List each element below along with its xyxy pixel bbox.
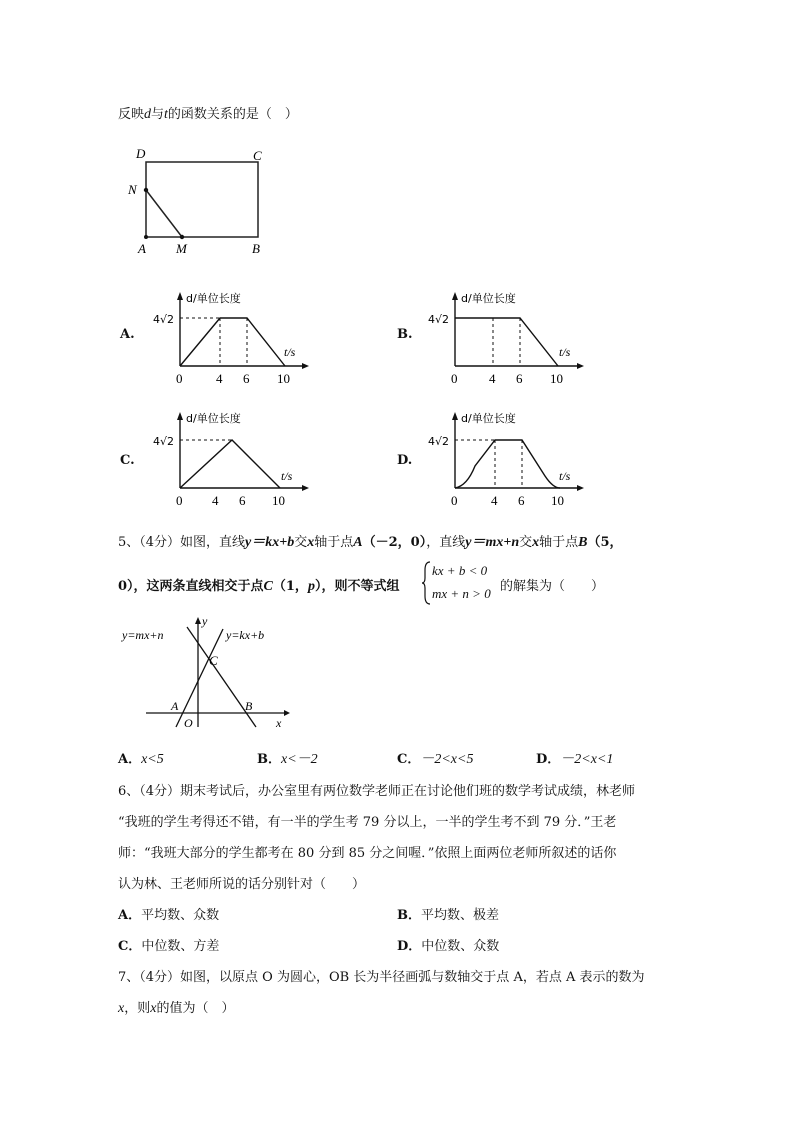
graph-C-ylabel: d/单位长度	[186, 412, 241, 425]
q6-choice-B[interactable]: B．平均数、极差	[397, 908, 500, 923]
q5-label-C: C	[209, 653, 218, 668]
q4-label-C: C	[253, 148, 262, 163]
q5-label-B: B	[245, 699, 253, 713]
graph-A-ylabel: d/单位长度	[186, 292, 241, 305]
q5-choice-A[interactable]: A．x<5	[118, 752, 164, 767]
q5-choice-C[interactable]: C．－2<x<5	[397, 752, 474, 767]
graph-D-tick-4: 4	[491, 493, 498, 508]
q4-stem-tail: 反映d与t的函数关系的是（ ）	[118, 107, 298, 122]
q4-option-C[interactable]: C.	[120, 453, 135, 468]
graph-A-tick-4: 4	[216, 371, 223, 386]
q4-rectangle-figure	[120, 140, 280, 260]
q6-stem-line3: 师：“我班大部分的学生都考在 80 分到 85 分之间喔．”依照上面两位老师所叙述的话你	[118, 846, 617, 861]
q5-label-x: x	[276, 716, 282, 730]
q5-label-A: A	[171, 699, 179, 713]
q4-graph-A	[150, 288, 310, 390]
q4-label-M: M	[176, 241, 187, 256]
graph-C-tick-0: 0	[176, 493, 183, 508]
q5-choice-D[interactable]: D．－2<x<1	[536, 752, 614, 767]
graph-C-tick-10: 10	[272, 493, 285, 508]
graph-B-tick-4: 4	[489, 371, 496, 386]
graph-C-ytick: 4√2	[153, 435, 175, 448]
graph-A-ytick: 4√2	[153, 313, 175, 326]
q5-label-O: O	[184, 716, 193, 730]
graph-B-tick-10: 10	[550, 371, 563, 386]
q5-brace	[422, 560, 432, 606]
q4-graph-C	[150, 408, 310, 510]
q4-option-B[interactable]: B.	[397, 327, 413, 342]
graph-A-tick-6: 6	[243, 371, 250, 386]
q6-stem-line2: “我班的学生考得还不错，有一半的学生考 79 分以上，一半的学生考不到 79 分．”王老	[118, 815, 617, 830]
q5-label-kb: y=kx+b	[226, 628, 265, 642]
q7-stem-line1: 7、（4分）如图，以原点 O 为圆心，OB 长为半径画弧与数轴交于点 A，若点 A 表示的数为	[118, 970, 645, 985]
q5-label-y: y	[202, 615, 208, 628]
q5-label-mn: y=mx+n	[122, 628, 164, 642]
q4-label-A: A	[138, 241, 146, 256]
graph-C-tick-4: 4	[212, 493, 219, 508]
q5-stem-line1: 5、（4分）如图，直线y＝kx+b交x轴于点A（－2，0），直线y＝mx+n交x轴于点B（5，	[118, 535, 623, 550]
graph-D-tick-6: 6	[518, 493, 525, 508]
q5-choice-B[interactable]: B．x<－2	[257, 752, 318, 767]
q4-graph-D	[425, 408, 585, 510]
q4-label-N: N	[128, 182, 137, 197]
graph-D-xlabel: t/s	[559, 469, 571, 483]
q6-stem-line1: 6、（4分）期末考试后，办公室里有两位数学老师正在讨论他们班的数学考试成绩，林老师	[118, 784, 636, 799]
graph-D-tick-0: 0	[451, 493, 458, 508]
q5-inequality-2: mx + n > 0	[432, 586, 491, 601]
q4-label-D: D	[136, 146, 146, 161]
q6-choice-C[interactable]: C．中位数、方差	[118, 939, 220, 954]
graph-B-tick-6: 6	[516, 371, 523, 386]
graph-A-tick-0: 0	[176, 371, 183, 386]
graph-D-ytick: 4√2	[428, 435, 450, 448]
graph-C-xlabel: t/s	[281, 469, 293, 483]
graph-C-tick-6: 6	[239, 493, 246, 508]
graph-B-tick-0: 0	[451, 371, 458, 386]
q6-choice-D[interactable]: D．中位数、众数	[397, 939, 500, 954]
q5-lines-figure	[118, 615, 298, 730]
q4-graph-B	[425, 288, 585, 390]
graph-A-tick-10: 10	[277, 371, 290, 386]
q4-option-A[interactable]: A.	[120, 327, 135, 342]
graph-A-xlabel: t/s	[284, 345, 296, 359]
q5-stem-line2-start: 0），这两条直线相交于点C（1，p），则不等式组	[118, 579, 400, 594]
q4-option-D[interactable]: D.	[397, 453, 413, 468]
graph-B-xlabel: t/s	[559, 345, 571, 359]
q7-stem-line2: x，则x的值为（ ）	[118, 1001, 235, 1016]
q5-stem-line2-end: 的解集为（ ）	[500, 579, 605, 594]
graph-B-ylabel: d/单位长度	[461, 292, 516, 305]
graph-B-ytick: 4√2	[428, 313, 450, 326]
graph-D-ylabel: d/单位长度	[461, 412, 516, 425]
q4-label-B: B	[252, 241, 260, 256]
q6-stem-line4: 认为林、王老师所说的话分别针对（ ）	[118, 877, 366, 892]
q6-choice-A[interactable]: A．平均数、众数	[118, 908, 220, 923]
graph-D-tick-10: 10	[551, 493, 564, 508]
q5-inequality-1: kx + b < 0	[432, 563, 488, 578]
